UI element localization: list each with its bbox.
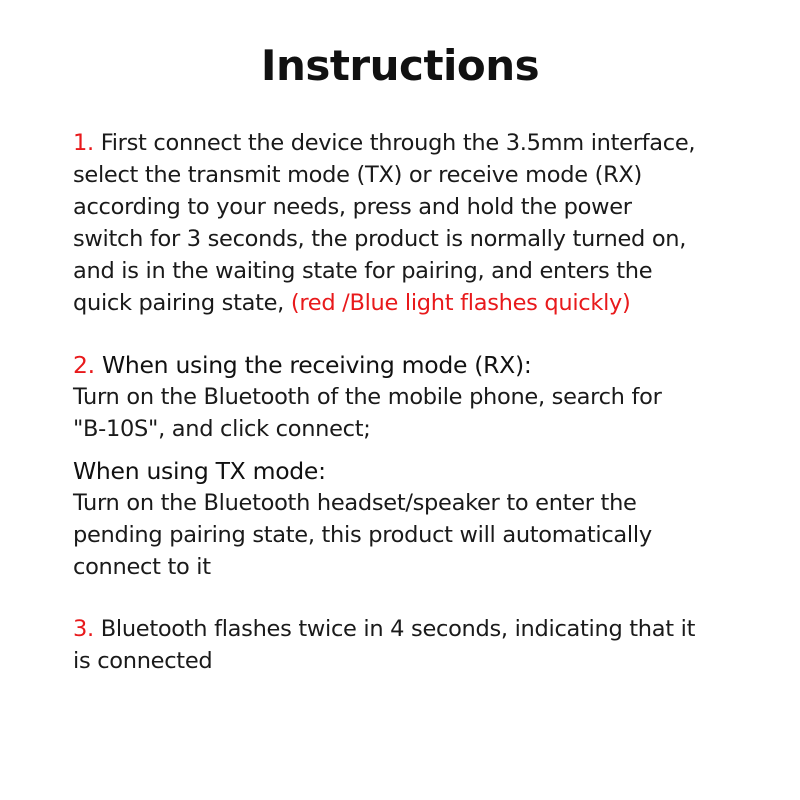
step-3-line-1	[73, 613, 763, 645]
step-1-line-2: select the transmit mode (TX) or receive mode (RX)	[73, 162, 643, 188]
step-2-heading: When using the receiving mode (RX):	[94, 351, 532, 379]
step-1-line-3: according to your needs, press and hold the power	[73, 194, 632, 220]
step-1-line-6	[73, 287, 763, 319]
tx-mode-heading: When using TX mode:	[73, 457, 326, 485]
tx-mode-line-2: pending pairing state, this product will automatically	[73, 522, 652, 548]
step-3-text-1: Bluetooth flashes twice in 4 seconds, indicating that it	[93, 616, 696, 642]
step-2-number: 2.	[73, 351, 95, 379]
page-title: Instructions	[260, 41, 540, 90]
step-1-line-1	[73, 127, 763, 159]
step-2-heading-line	[73, 349, 763, 381]
step-1	[73, 127, 763, 319]
tx-mode-section	[73, 455, 763, 583]
tx-mode-line-3: connect to it	[73, 554, 211, 580]
step-2-line-1: Turn on the Bluetooth of the mobile phone, search for	[73, 384, 662, 410]
step-3-line-2: is connected	[73, 648, 213, 674]
step-1-line-5: and is in the waiting state for pairing, and enters the	[73, 258, 653, 284]
step-3-number: 3.	[73, 616, 94, 642]
step-1-text-1: First connect the device through the 3.5mm interface,	[93, 130, 696, 156]
step-1-light-note: (red /Blue light flashes quickly)	[290, 290, 631, 316]
step-1-line-4: switch for 3 seconds, the product is normally turned on,	[73, 226, 687, 252]
step-2	[73, 349, 763, 445]
step-1-number: 1.	[73, 130, 94, 156]
step-2-line-2: "B-10S", and click connect;	[73, 416, 371, 442]
step-3	[73, 613, 763, 677]
step-1-text-6: quick pairing state,	[73, 290, 291, 316]
tx-mode-line-1: Turn on the Bluetooth headset/speaker to enter the	[73, 490, 637, 516]
